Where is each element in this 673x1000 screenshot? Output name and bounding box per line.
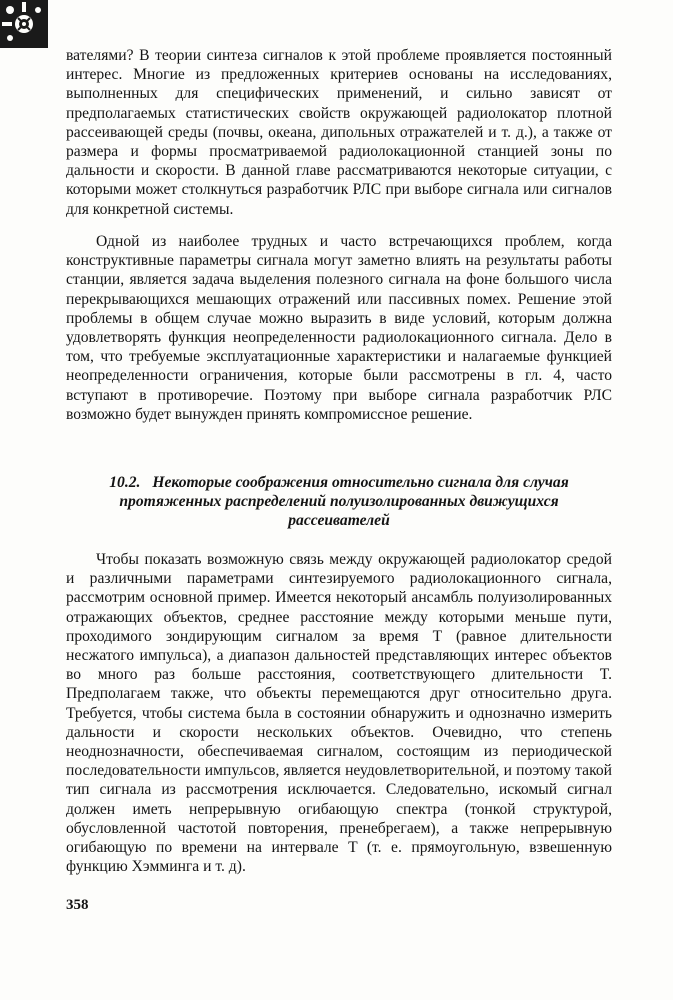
section-heading xyxy=(66,473,612,531)
paragraph-clutter-problem: Одной из наиболее трудных и часто встречающихся проблем, когда конструктивные параметры сигнала могут заметно влиять на результаты работы станции, является задача выделения полезного сигнала на фоне большого числа перекрывающихся мешающих отражений или пассивных помех. Решение этой проблемы в общем случае можно выразить в виде условий, которым должна удовлетворять функция неопределенности радиолокационного сигнала. Дело в том, что требуемые эксплуатационные характеристики и налагаемые функцией неопределенности ограничения, которые были рассмотрены в гл. 4, часто вступают в противоречие. Поэтому при выборе сигнала разработчик РЛС возможно будет вынужден принять компромиссное решение. xyxy=(66,233,612,423)
corner-ornament-icon xyxy=(0,0,48,48)
paragraph-example: Чтобы показать возможную связь между окружающей радиолокатор средой и различными параметрами синтезируемого радиолокационного сигнала, рассмотрим основной пример. Имеется некоторый ансамбль полуизолированных отражающих объектов, среднее расстояние между которыми меньше пути, проходимого зондирующим сигналом за время T (равное длительности несжатого импульса), а диапазон дальностей представляющих интерес объектов во много раз больше расстояния, соответствующего длительности T. Предполагаем также, что объекты перемещаются друг относительно друга. Требуется, чтобы система была в состоянии обнаружить и однозначно измерить дальности и скорости нескольких объектов. Очевидно, что степень неоднозначности, обеспечиваемая сигналом, состоящим из периодической последовательности импульсов, является неудовлетворительной, и поэтому такой тип сигнала из рассмотрения исключается. Следовательно, искомый сигнал должен иметь непрерывную огибающую спектра (тонкой структурой, обусловленной частотой повторения, пренебрегаем), а также непрерывную огибающую по времени на интервале T (т. е. прямоугольную, взвешенную функцию Хэмминга и т. д). xyxy=(66,551,612,876)
paragraph-continued: вателями? В теории синтеза сигналов к этой проблеме проявляется постоянный интерес. Многие из предложенных критериев основаны на исследованиях, выполненных для специфических применений, и сильно зависят от предполагаемых статистических свойств окружающей радиолокатор плотной рассеивающей среды (почвы, океана, дипольных отражателей и т. д.), а также от размера и формы просматриваемой радиолокационной станцией зоны по дальности и скорости. В данной главе рассматриваются некоторые ситуации, с которыми может столкнуться разработчик РЛС при выборе сигнала или сигналов для конкретной системы. xyxy=(66,47,612,218)
page-number: 358 xyxy=(66,897,89,913)
section-title: Некоторые соображения относительно сигнала для случая протяженных распределений полуизолированных движущихся рассеивателей xyxy=(119,474,569,530)
section-number: 10.2. xyxy=(109,474,141,491)
